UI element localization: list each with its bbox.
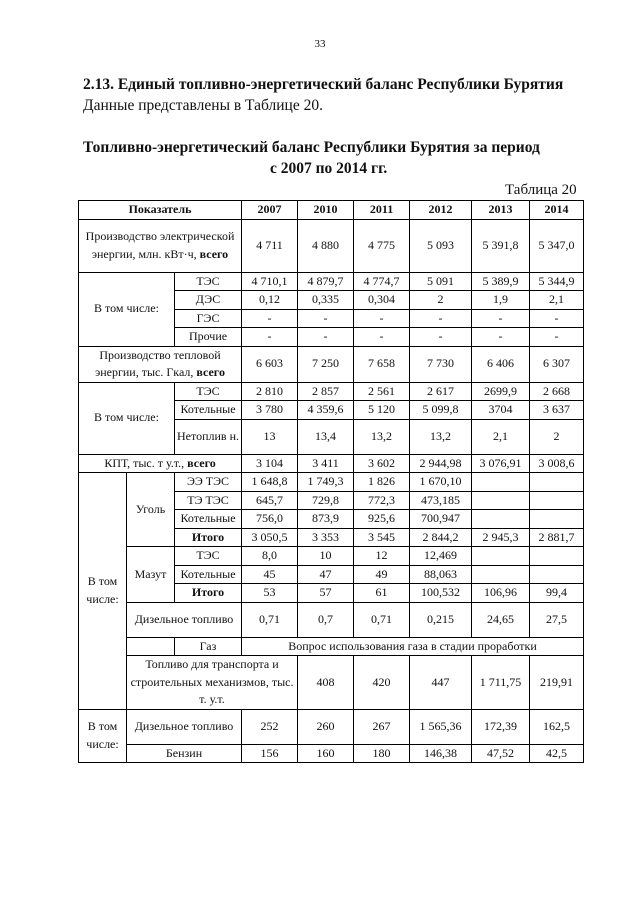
row-label-total: всего (187, 455, 216, 470)
value-cell: 420 (354, 656, 410, 710)
header-year: 2012 (410, 201, 472, 220)
table-title-line-2: с 2007 по 2014 гг. (270, 160, 388, 177)
value-cell: 5 389,9 (472, 272, 530, 291)
sub-label: Котельные (175, 510, 242, 529)
value-cell: 6 307 (530, 346, 584, 382)
fueloil-row (79, 547, 584, 566)
value-cell: 3 050,5 (242, 528, 298, 547)
transport-sub-row (79, 744, 584, 763)
fuel-energy-balance-table (78, 200, 584, 763)
value-cell: 2 881,7 (530, 528, 584, 547)
value-cell: 756,0 (242, 510, 298, 529)
value-cell: 0,71 (242, 602, 298, 637)
value-cell: 100,532 (410, 584, 472, 603)
value-cell: 0,304 (354, 291, 410, 310)
heat-total-row (79, 346, 584, 382)
gas-row (79, 637, 584, 656)
value-cell: 12 (354, 547, 410, 566)
row-label: Производство электрической энергии, млн. кВт·ч, всего (79, 219, 242, 272)
value-cell: 729,8 (298, 491, 354, 510)
value-cell: 8,0 (242, 547, 298, 566)
value-cell: 925,6 (354, 510, 410, 529)
value-cell (530, 510, 584, 529)
value-cell: 2 (530, 419, 584, 454)
value-cell: 5 347,0 (530, 219, 584, 272)
value-cell: 1 749,3 (298, 473, 354, 492)
transport-total-row (79, 656, 584, 710)
value-cell: 6 406 (472, 346, 530, 382)
value-cell: 13,2 (410, 419, 472, 454)
value-cell: 5 099,8 (410, 401, 472, 420)
sub-label: Котельные (175, 565, 242, 584)
header-year: 2007 (242, 201, 298, 220)
value-cell: 1 711,75 (472, 656, 530, 710)
incl-label (79, 473, 127, 710)
intro-text: Данные представлены в Таблице 20. (83, 97, 323, 114)
value-cell: 42,5 (530, 744, 584, 763)
total-label: Итого (175, 584, 242, 603)
incl-label-line: числе: (86, 736, 119, 751)
value-cell (472, 565, 530, 584)
value-cell: - (530, 309, 584, 328)
value-cell: 3 637 (530, 401, 584, 420)
value-cell: 3 780 (242, 401, 298, 420)
sub-label: Нетоплив н. (175, 419, 242, 454)
value-cell: 2 945,3 (472, 528, 530, 547)
value-cell: 252 (242, 709, 298, 744)
fuel-group-label: Мазут (127, 547, 175, 603)
value-cell: 7 730 (410, 346, 472, 382)
value-cell: 2699,9 (472, 382, 530, 401)
value-cell: 772,3 (354, 491, 410, 510)
value-cell: 47,52 (472, 744, 530, 763)
value-cell: 24,65 (472, 602, 530, 637)
value-cell: 1 648,8 (242, 473, 298, 492)
empty-cell (127, 637, 175, 656)
header-year: 2011 (354, 201, 410, 220)
value-cell: 2 (410, 291, 472, 310)
value-cell: 0,12 (242, 291, 298, 310)
value-cell: 3 411 (298, 454, 354, 473)
value-cell: 27,5 (530, 602, 584, 637)
value-cell: 1,9 (472, 291, 530, 310)
value-cell: 873,9 (298, 510, 354, 529)
diesel-row (79, 602, 584, 637)
transport-sub-row (79, 709, 584, 744)
row-label: Производство тепловой энергии, тыс. Гкал, всего (79, 346, 242, 382)
value-cell: 3 602 (354, 454, 410, 473)
value-cell: 0,335 (298, 291, 354, 310)
value-cell (472, 547, 530, 566)
value-cell: 3 545 (354, 528, 410, 547)
total-label: Итого (175, 528, 242, 547)
value-cell: 47 (298, 565, 354, 584)
value-cell: 146,38 (410, 744, 472, 763)
heat-sub-row (79, 382, 584, 401)
value-cell (472, 510, 530, 529)
value-cell (530, 547, 584, 566)
value-cell: - (354, 309, 410, 328)
value-cell: 700,947 (410, 510, 472, 529)
sub-label: ЭЭ ТЭС (175, 473, 242, 492)
sub-label: ДЭС (175, 291, 242, 310)
sub-label: Бензин (127, 744, 242, 763)
value-cell: 1 670,10 (410, 473, 472, 492)
value-cell: 473,185 (410, 491, 472, 510)
value-cell: 2 668 (530, 382, 584, 401)
value-cell: 49 (354, 565, 410, 584)
value-cell: 4 710,1 (242, 272, 298, 291)
value-cell: 61 (354, 584, 410, 603)
value-cell: 99,4 (530, 584, 584, 603)
value-cell (530, 565, 584, 584)
value-cell: 645,7 (242, 491, 298, 510)
value-cell: 12,469 (410, 547, 472, 566)
value-cell: 162,5 (530, 709, 584, 744)
header-row (79, 201, 584, 220)
table-number: Таблица 20 (505, 182, 577, 198)
incl-label-line: В том (87, 719, 118, 734)
value-cell: 3 353 (298, 528, 354, 547)
incl-label: В том числе: (79, 382, 175, 454)
value-cell: 57 (298, 584, 354, 603)
value-cell: 4 774,7 (354, 272, 410, 291)
page-number: 33 (314, 38, 326, 50)
value-cell: - (530, 328, 584, 347)
electricity-total-row (79, 219, 584, 272)
value-cell: 13 (242, 419, 298, 454)
value-cell: 5 120 (354, 401, 410, 420)
value-cell: 2 810 (242, 382, 298, 401)
value-cell: - (410, 309, 472, 328)
value-cell: 260 (298, 709, 354, 744)
sub-label: Прочие (175, 328, 242, 347)
value-cell: - (298, 309, 354, 328)
value-cell: 4 711 (242, 219, 298, 272)
value-cell: 7 658 (354, 346, 410, 382)
fuel-group-label: Уголь (127, 473, 175, 547)
value-cell: - (410, 328, 472, 347)
value-cell: 5 391,8 (472, 219, 530, 272)
value-cell (530, 491, 584, 510)
value-cell: - (472, 309, 530, 328)
value-cell: 45 (242, 565, 298, 584)
value-cell: 7 250 (298, 346, 354, 382)
sub-label: Котельные (175, 401, 242, 420)
value-cell: - (242, 328, 298, 347)
header-indicator: Показатель (79, 201, 242, 220)
value-cell: 156 (242, 744, 298, 763)
value-cell: 0,7 (298, 602, 354, 637)
value-cell: 2,1 (530, 291, 584, 310)
value-cell (530, 473, 584, 492)
sub-label: ТЭС (175, 547, 242, 566)
value-cell: 2 844,2 (410, 528, 472, 547)
value-cell: 4 359,6 (298, 401, 354, 420)
value-cell: 6 603 (242, 346, 298, 382)
value-cell: 0,215 (410, 602, 472, 637)
electricity-sub-row (79, 272, 584, 291)
coal-row (79, 473, 584, 492)
value-cell: 10 (298, 547, 354, 566)
value-cell: 4 879,7 (298, 272, 354, 291)
sub-label: ТЭС (175, 382, 242, 401)
value-cell: 219,91 (530, 656, 584, 710)
value-cell: 1 565,36 (410, 709, 472, 744)
value-cell: 3704 (472, 401, 530, 420)
header-year: 2014 (530, 201, 584, 220)
row-label: КПТ, тыс. т у.т., всего (79, 454, 242, 473)
value-cell: 53 (242, 584, 298, 603)
value-cell: 447 (410, 656, 472, 710)
value-cell: 13,2 (354, 419, 410, 454)
value-cell: 267 (354, 709, 410, 744)
value-cell: - (298, 328, 354, 347)
value-cell: - (472, 328, 530, 347)
value-cell: 5 091 (410, 272, 472, 291)
row-label-total: всего (199, 246, 229, 261)
value-cell: 2 944,98 (410, 454, 472, 473)
value-cell: 1 826 (354, 473, 410, 492)
value-cell: 5 093 (410, 219, 472, 272)
header-year: 2010 (298, 201, 354, 220)
value-cell: 4 880 (298, 219, 354, 272)
value-cell: 0,71 (354, 602, 410, 637)
value-cell: 13,4 (298, 419, 354, 454)
value-cell: 3 104 (242, 454, 298, 473)
section-heading: 2.13. Единый топливно-энергетический баланс Республики Бурятия (83, 76, 564, 93)
sub-label: Дизельное топливо (127, 602, 242, 637)
value-cell: 408 (298, 656, 354, 710)
value-cell: 2 857 (298, 382, 354, 401)
incl-label-line: числе: (86, 591, 119, 606)
value-cell: 5 344,9 (530, 272, 584, 291)
value-cell (472, 473, 530, 492)
value-cell: 106,96 (472, 584, 530, 603)
row-label-total: всего (196, 365, 225, 379)
value-cell: 88,063 (410, 565, 472, 584)
value-cell: - (242, 309, 298, 328)
gas-note: Вопрос использования газа в стадии проработки (242, 637, 584, 656)
sub-label: Дизельное топливо (127, 709, 242, 744)
table-title-line-1: Топливно-энергетический баланс Республики Бурятия за период (83, 139, 540, 156)
value-cell: 172,39 (472, 709, 530, 744)
value-cell: 2,1 (472, 419, 530, 454)
incl-label: В том числе: (79, 272, 175, 346)
incl-label (79, 709, 127, 763)
sub-label: ТЭ ТЭС (175, 491, 242, 510)
kpt-total-row (79, 454, 584, 473)
value-cell: 180 (354, 744, 410, 763)
sub-label: ТЭС (175, 272, 242, 291)
sub-label: ГЭС (175, 309, 242, 328)
value-cell: 160 (298, 744, 354, 763)
value-cell: 2 617 (410, 382, 472, 401)
value-cell: 2 561 (354, 382, 410, 401)
value-cell: 3 008,6 (530, 454, 584, 473)
header-year: 2013 (472, 201, 530, 220)
incl-label-line: В том (87, 574, 118, 589)
value-cell: 3 076,91 (472, 454, 530, 473)
value-cell: - (354, 328, 410, 347)
value-cell (472, 491, 530, 510)
value-cell: 4 775 (354, 219, 410, 272)
row-label: Топливо для транспорта и строительных механизмов, тыс. т. у.т. (127, 656, 298, 710)
sub-label: Газ (175, 637, 242, 656)
